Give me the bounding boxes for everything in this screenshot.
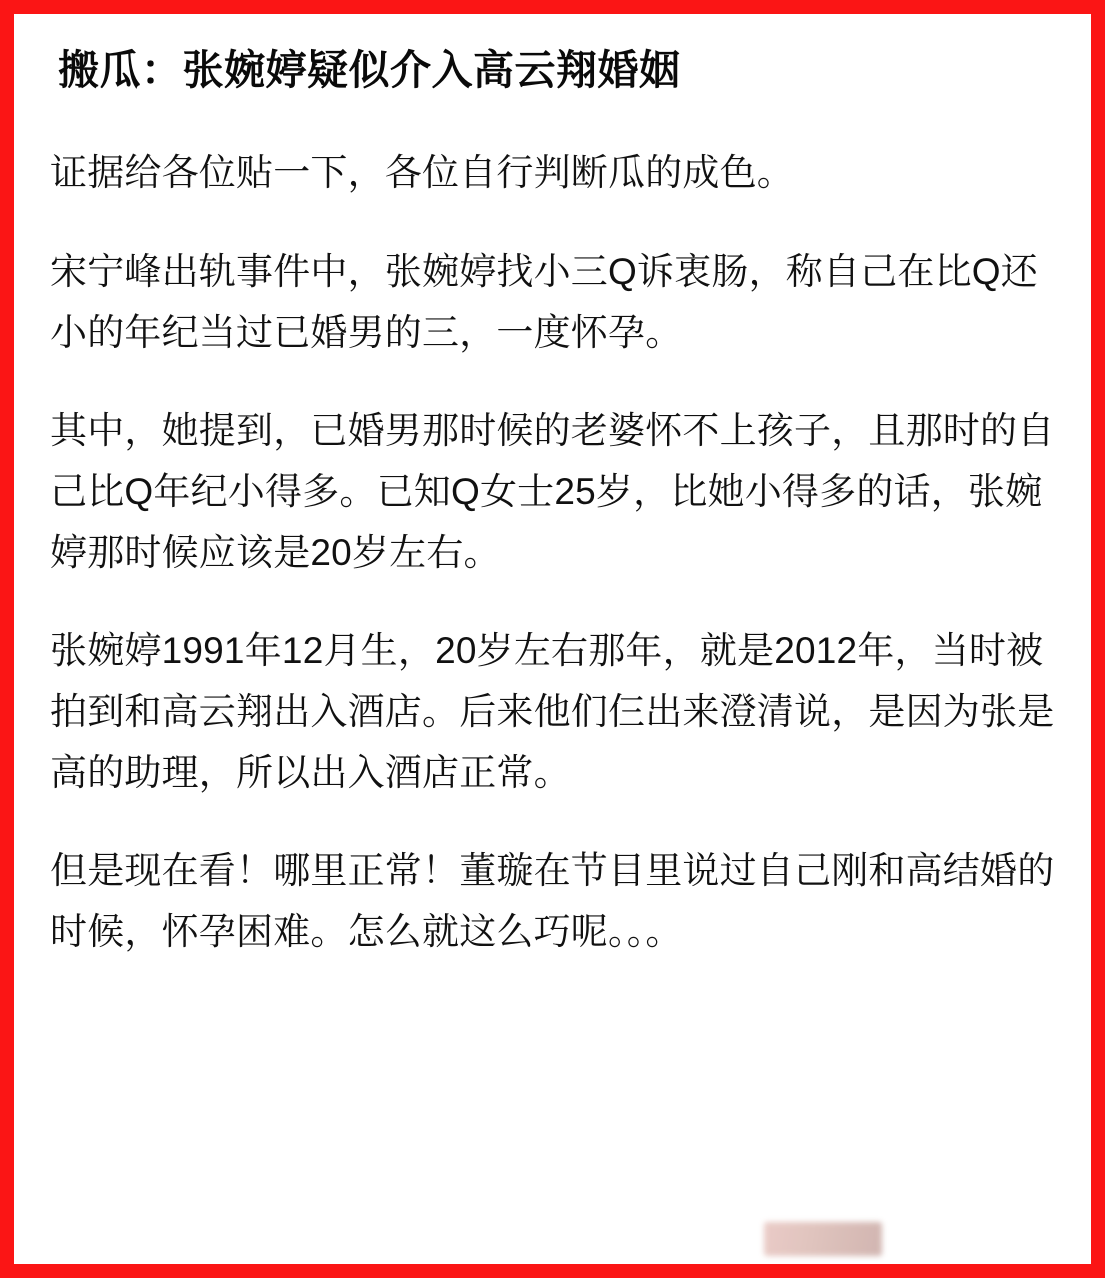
- paragraph-3: 其中，她提到，已婚男那时候的老婆怀不上孩子，且那时的自己比Q年纪小得多。已知Q女士25岁，比她小得多的话，张婉婷那时候应该是20岁左右。: [50, 410, 1055, 573]
- page-title: 搬瓜：张婉婷疑似介入高云翔婚姻: [58, 47, 681, 93]
- paragraph-1: 证据给各位贴一下，各位自行判断瓜的成色。: [50, 152, 794, 194]
- paragraph-2: 宋宁峰出轨事件中，张婉婷找小三Q诉衷肠，称自己在比Q还小的年纪当过已婚男的三，一度怀孕。: [50, 250, 1038, 353]
- paragraph-4: 张婉婷1991年12月生，20岁左右那年，就是2012年，当时被拍到和高云翔出入酒店。后来他们仨出来澄清说，是因为张是高的助理，所以出入酒店正常。: [50, 630, 1055, 793]
- document-body: [50, 143, 1055, 962]
- paragraph-5: 但是现在看！哪里正常！董璇在节目里说过自己刚和高结婚的时候，怀孕困难。怎么就这么巧呢。。。: [50, 850, 1055, 953]
- document-page: [14, 14, 1091, 1264]
- blurred-watermark-overlay: [764, 1222, 882, 1256]
